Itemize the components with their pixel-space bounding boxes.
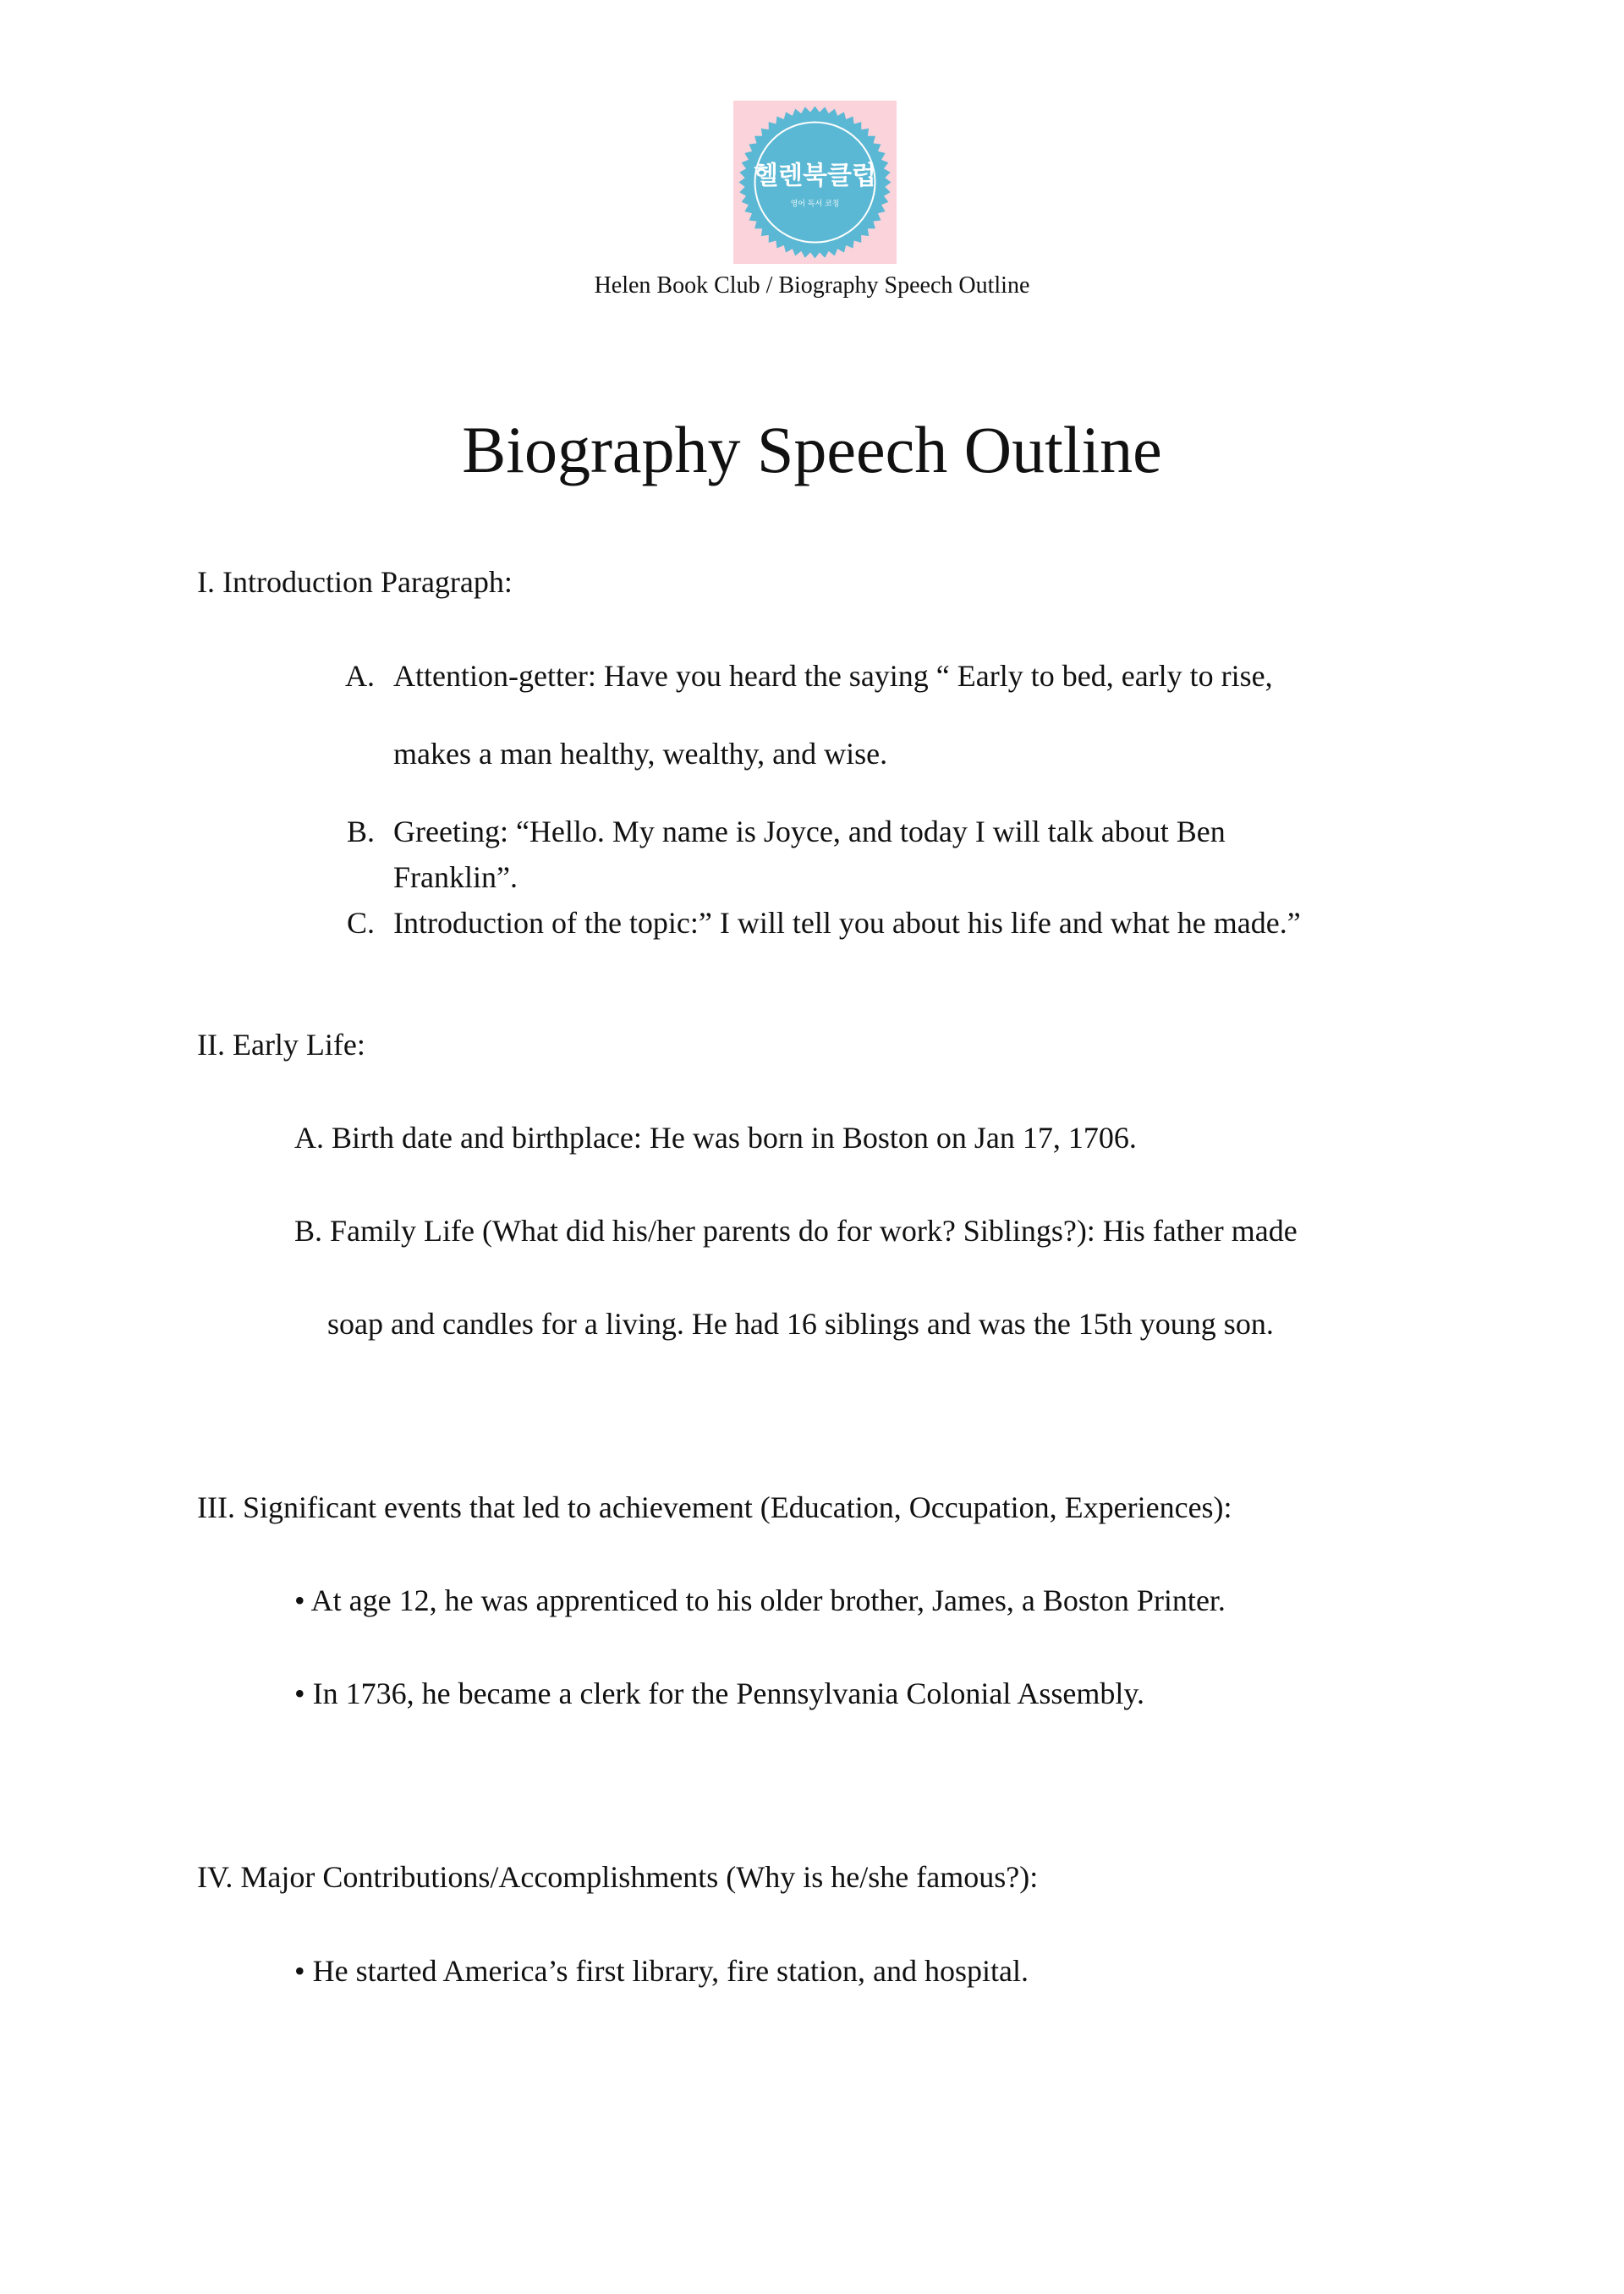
section-heading-introduction: I. Introduction Paragraph:	[197, 565, 513, 599]
greeting-line-2: Franklin”.	[393, 860, 518, 894]
greeting-line-1: Greeting: “Hello. My name is Joyce, and today I will talk about Ben	[393, 815, 1226, 848]
list-marker: C.	[346, 906, 375, 940]
birth-line: A. Birth date and birthplace: He was born in Boston on Jan 17, 1706.	[294, 1121, 1137, 1155]
list-marker: A.	[345, 659, 375, 693]
family-life-line-2: soap and candles for a living. He had 16 siblings and was the 15th young son.	[327, 1307, 1274, 1341]
page-title: Biography Speech Outline	[462, 413, 1162, 486]
contribution-bullet-1: • He started America’s first library, fire station, and hospital.	[294, 1954, 1029, 1988]
attention-getter-line-1: Attention-getter: Have you heard the saying “ Early to bed, early to rise,	[393, 659, 1273, 693]
logo-badge-icon	[733, 101, 897, 264]
family-life-line-1: B. Family Life (What did his/her parents do for work? Siblings?): His father made	[294, 1214, 1298, 1248]
list-marker: B.	[346, 815, 375, 848]
logo	[733, 101, 897, 264]
event-bullet-2: • In 1736, he became a clerk for the Pennsylvania Colonial Assembly.	[294, 1677, 1145, 1710]
section-heading-major-contributions: IV. Major Contributions/Accomplishments (Why is he/she famous?):	[197, 1860, 1039, 1894]
section-heading-early-life: II. Early Life:	[197, 1028, 365, 1062]
event-bullet-1: • At age 12, he was apprenticed to his older brother, James, a Boston Printer.	[294, 1583, 1226, 1617]
header-breadcrumb: Helen Book Club / Biography Speech Outline	[594, 272, 1030, 299]
logo-subtext: 영어 독서 코칭	[790, 200, 840, 209]
attention-getter-line-2: makes a man healthy, wealthy, and wise.	[393, 737, 888, 771]
topic-introduction-line: Introduction of the topic:” I will tell you about his life and what he made.”	[393, 906, 1301, 940]
section-heading-significant-events: III. Significant events that led to achievement (Education, Occupation, Experiences):	[197, 1490, 1232, 1524]
logo-text: 헬렌북클럽	[754, 161, 876, 191]
